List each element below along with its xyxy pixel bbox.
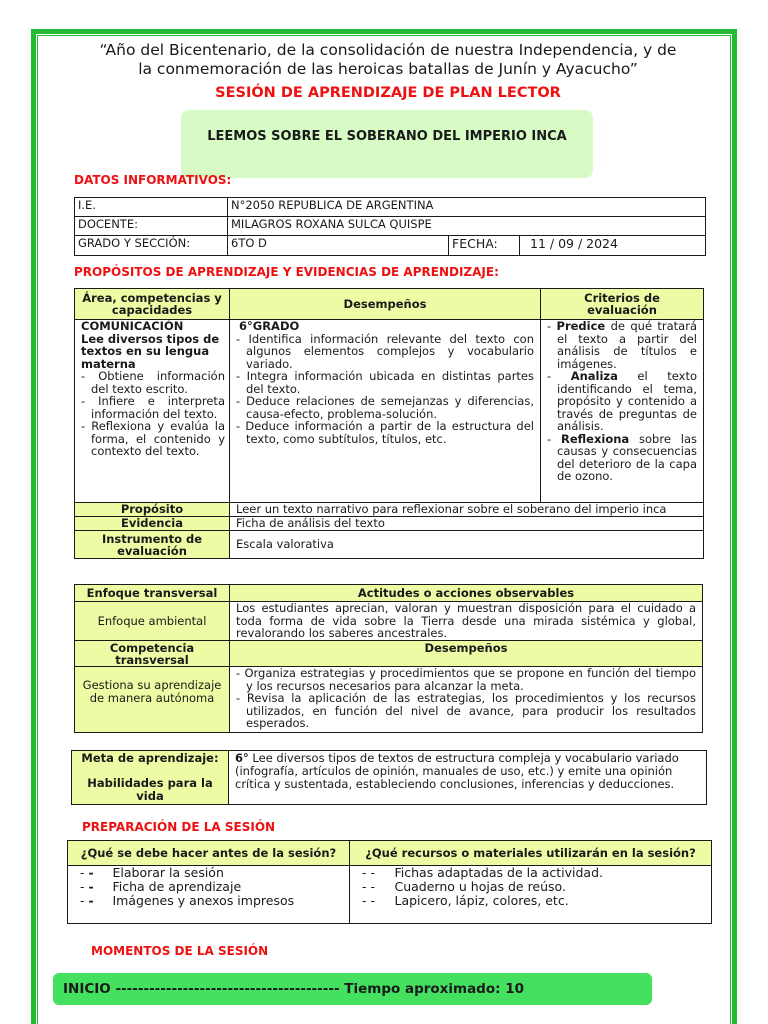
motto-line-2: la conmemoración de las heroicas batallas de Junín y Ayacucho”: [138, 60, 638, 78]
enfoque-name: Enfoque ambiental: [75, 602, 230, 641]
desempenos-list: [236, 333, 534, 446]
list-item: - Identifica información relevante del texto con algunos elementos complejos y vocabulario variado.: [236, 333, 534, 371]
fecha-label: FECHA:: [449, 236, 520, 256]
enfoque-header: Enfoque transversal: [75, 585, 230, 602]
recursos-list: [362, 866, 699, 908]
list-item: [547, 320, 697, 370]
habilidades-label: Habilidades para la vida: [87, 776, 213, 803]
area-cell: [75, 320, 230, 503]
grado-heading: 6°GRADO: [239, 319, 300, 333]
meta-labels: [72, 751, 229, 805]
desempenos-cell: [230, 667, 703, 733]
list-item: [547, 433, 697, 483]
antes-item: Ficha de aprendizaje: [112, 879, 242, 894]
motto-line-1: “Año del Bicentenario, de la consolidación de nuestra Independencia, y de: [99, 41, 677, 59]
datos-table: [74, 197, 706, 256]
meta-text-cell: [229, 751, 707, 805]
grado-value: 6TO D: [228, 236, 449, 256]
list-item: - Deduce relaciones de semejanzas y diferencias, causa-efecto, problema-solución.: [236, 395, 534, 420]
session-title: SESIÓN DE APRENDIZAJE DE PLAN LECTOR: [215, 85, 561, 101]
list-item: - - Imágenes y anexos impresos: [80, 894, 337, 908]
list-item: - Organiza estrategias y procedimientos que se propone en función del tiempo y los recursos necesarios para alcanzar la meta.: [236, 667, 696, 692]
actitudes-header: Actitudes o acciones observables: [230, 585, 703, 602]
recursos-cell: [350, 866, 712, 924]
desempenos-cell: [230, 320, 541, 503]
evidencia-label: Evidencia: [75, 517, 230, 531]
preparacion-table: [67, 840, 712, 924]
list-item: - Obtiene información del texto escrito.: [81, 370, 225, 395]
list-item: [547, 370, 697, 433]
criterio-verb: Analiza: [570, 369, 618, 383]
antes-item: Imágenes y anexos impresos: [112, 893, 295, 908]
instrumento-label: Instrumento de evaluación: [75, 531, 230, 559]
antes-list: [80, 866, 337, 908]
list-item: - - Elaborar la sesión: [80, 866, 337, 880]
list-item: - Deduce información a partir de la estructura del texto, como subtítulos, títulos, etc.: [236, 420, 534, 445]
list-item: - - Fichas adaptadas de la actividad.: [362, 866, 699, 880]
meta-label: Meta de aprendizaje:: [81, 751, 219, 765]
list-item: - Revisa la aplicación de las estrategias, los procedimientos y los recursos utilizados, en función del nivel de avance, para producir los resultados esperados.: [236, 692, 696, 730]
col-area-header: Área, competencias y capacidades: [75, 289, 230, 320]
criterios-cell: [541, 320, 704, 503]
reading-title: LEEMOS SOBRE EL SOBERANO DEL IMPERIO INCA: [207, 129, 567, 144]
antes-item: Elaborar la sesión: [112, 865, 224, 880]
list-item: - Integra información ubicada en distintas partes del texto.: [236, 370, 534, 395]
proposito-value: Leer un texto narrativo para reflexionar sobre el soberano del imperio inca: [230, 503, 704, 517]
competencia-name: Gestiona su aprendizaje de manera autónoma: [75, 667, 230, 733]
capacidades-list: [81, 370, 225, 458]
enfoque-desempenos-list: [236, 667, 696, 730]
criterio-verb: Predice: [556, 319, 606, 333]
instrumento-value: Escala valorativa: [230, 531, 704, 559]
recursos-item: Fichas adaptadas de la actividad.: [394, 865, 603, 880]
antes-cell: [68, 866, 350, 924]
propositos-title: PROPÓSITOS DE APRENDIZAJE Y EVIDENCIAS DE APRENDIZAJE:: [74, 265, 499, 279]
recursos-header: ¿Qué recursos o materiales utilizarán en la sesión?: [350, 841, 712, 866]
criterios-list: [547, 320, 697, 483]
fecha-value: 11 / 09 / 2024: [520, 236, 706, 256]
enfoque-table: [74, 584, 703, 733]
list-item: - Reflexiona y evalúa la forma, el contenido y contexto del texto.: [81, 420, 225, 458]
docente-value: MILAGROS ROXANA SULCA QUISPE: [228, 217, 706, 236]
recursos-item: Lapicero, lápiz, colores, etc.: [394, 893, 569, 908]
list-item: - - Lapicero, lápiz, colores, etc.: [362, 894, 699, 908]
evidencia-value: Ficha de análisis del texto: [230, 517, 704, 531]
motto: [40, 41, 736, 79]
reading-title-box: [181, 110, 593, 178]
criterio-text: de qué tratará el texto a partir del análisis de títulos e imágenes.: [557, 319, 697, 371]
inicio-bar: INICIO ---------------------------------------- Tiempo aproximado: 10: [53, 973, 652, 1005]
recursos-item: Cuaderno u hojas de reúso.: [394, 879, 566, 894]
grado-label: GRADO Y SECCIÓN:: [75, 236, 228, 256]
criterio-verb: Reflexiona: [561, 431, 630, 446]
list-item: - Infiere e interpreta información del texto.: [81, 395, 225, 420]
desempenos-header: Desempeños: [230, 641, 703, 667]
col-criterios-header: Criterios de evaluación: [541, 289, 704, 320]
proposito-label: Propósito: [75, 503, 230, 517]
datos-title: DATOS INFORMATIVOS:: [74, 173, 232, 187]
list-item: - - Ficha de aprendizaje: [80, 880, 337, 894]
list-item: - - Cuaderno u hojas de reúso.: [362, 880, 699, 894]
momentos-title: MOMENTOS DE LA SESIÓN: [91, 944, 269, 958]
criterio-text: sobre las causas y consecuencias del deterioro de la capa de ozono.: [557, 431, 697, 483]
meta-table: [71, 750, 707, 805]
col-desempenos-header: Desempeños: [230, 289, 541, 320]
competencia-header: Competencia transversal: [75, 641, 230, 667]
antes-header: ¿Qué se debe hacer antes de la sesión?: [68, 841, 350, 866]
preparacion-title: PREPARACIÓN DE LA SESIÓN: [82, 820, 276, 834]
actitudes-text: Los estudiantes aprecian, valoran y muestran disposición para el cuidado a toda forma de vida sobre la Tierra desde una mirada sistémica y global, revalorando los saberes ancestrales.: [230, 602, 703, 641]
competencia-name: Lee diversos tipos de textos en su lengua materna: [81, 331, 220, 371]
area-name: COMUNICACIÓN: [81, 319, 184, 333]
meta-text: Lee diversos tipos de textos de estructura compleja y vocabulario variado (infografía, artículos de opinión, manuales de uso, etc.) y emite una opinión crítica y sustentada, estableciendo conclusiones, inferencias y deducciones.: [235, 751, 679, 791]
propositos-table: [74, 288, 704, 559]
criterio-text: el texto identificando el tema, propósito y contenido a través de preguntas de análisis.: [557, 369, 697, 433]
ie-label: I.E.: [75, 198, 228, 217]
docente-label: DOCENTE:: [75, 217, 228, 236]
ie-value: N°2050 REPUBLICA DE ARGENTINA: [228, 198, 706, 217]
meta-grade: 6°: [235, 751, 249, 765]
